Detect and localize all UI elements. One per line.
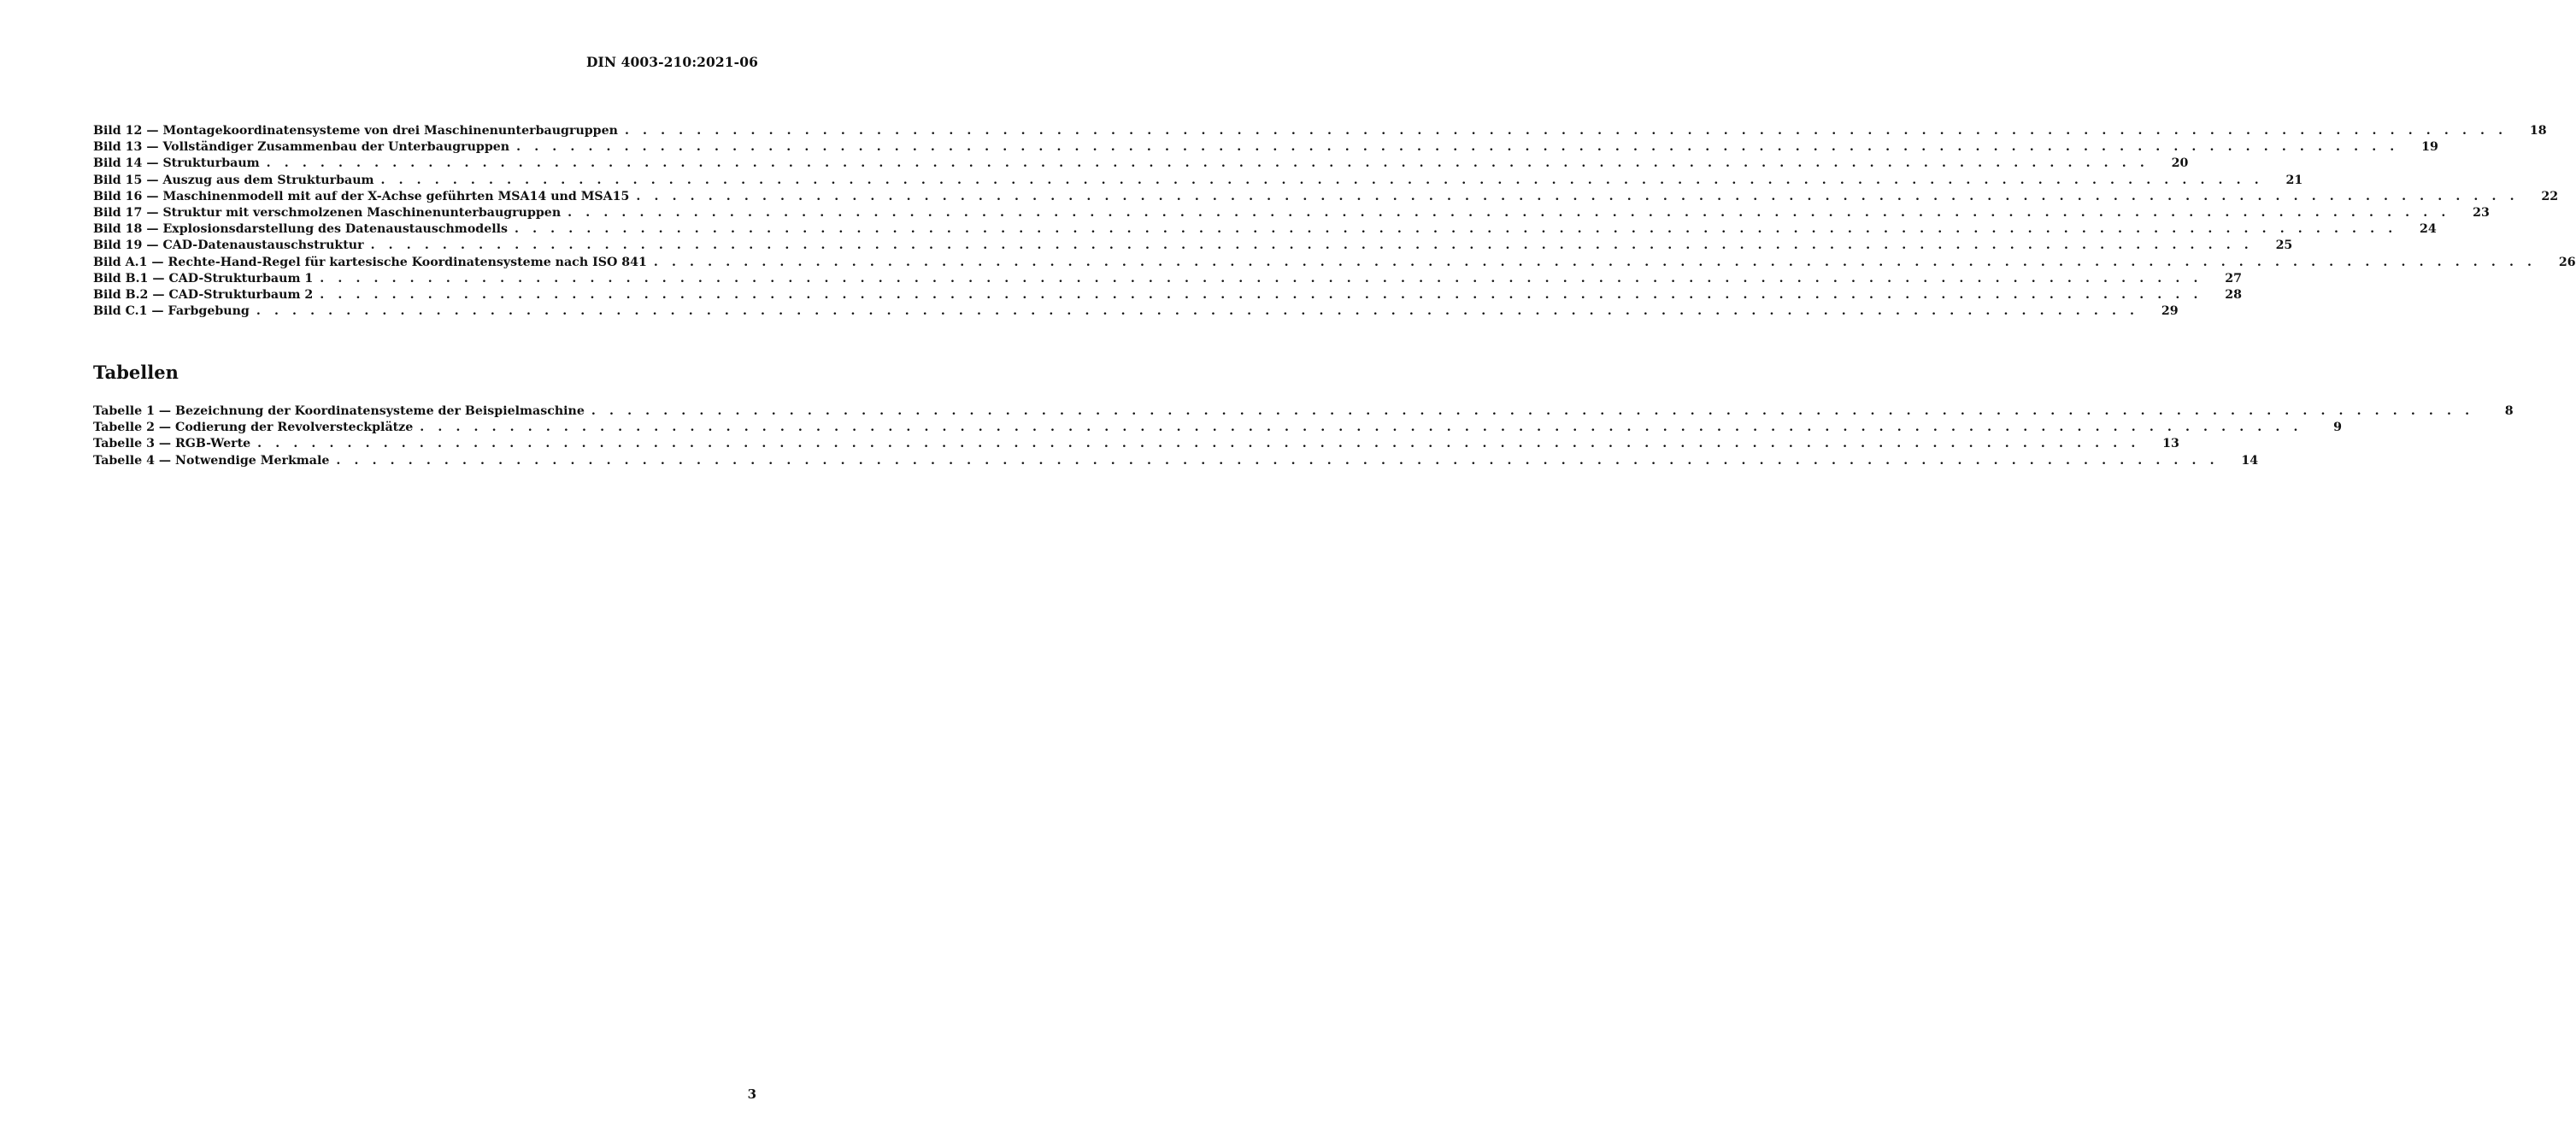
toc-entry-title: Bild B.1 — CAD-Strukturbaum 1 (93, 271, 314, 286)
toc-entry-title: Bild 14 — Strukturbaum (93, 156, 260, 171)
toc-dot-leader: . . . . . . . . . . . . . . . . . . . . . . . . . . . . . . . . . . . . . . . . . . . . . . . . . . . . . . . . . . . . . . . . . . . . . . . . . . . . . . . . . . . . . . . . . . . . . . . . . . . . . . . . . (653, 255, 2537, 269)
toc-entry-page: 8 (2504, 404, 2514, 418)
toc-entry[interactable] (93, 221, 2437, 238)
toc-entry-page: 27 (2225, 271, 2242, 286)
toc-dot-leader: . . . . . . . . . . . . . . . . . . . . . . . . . . . . . . . . . . . . . . . . . . . . . . . . . . . . . . . . . . . . . . . . . . . . . . . . . . . . . . . . . . . . . . . . . . . . . . . . . . . . . . . . . (420, 421, 2303, 435)
toc-entry-page: 9 (2333, 421, 2342, 435)
toc-dot-leader: . . . . . . . . . . . . . . . . . . . . . . . . . . . . . . . . . . . . . . . . . . . . . . . . . . . . . . . . . . . . . . . . . . . . . . . . . . . . . . . . . . . . . . . . . . . . . . . . . . . . . . . . . (515, 222, 2397, 237)
toc-dot-leader: . . . . . . . . . . . . . . . . . . . . . . . . . . . . . . . . . . . . . . . . . . . . . . . . . . . . . . . . . . . . . . . . . . . . . . . . . . . . . . . . . . . . . . . . . . . . . . . . . . . . . . . . . (591, 404, 2474, 418)
toc-entry-page: 20 (2171, 156, 2189, 171)
toc-dot-leader: . . . . . . . . . . . . . . . . . . . . . . . . . . . . . . . . . . . . . . . . . . . . . . . . . . . . . . . . . . . . . . . . . . . . . . . . . . . . . . . . . . . . . . . . . . . . . . . . . . . . . . . . . (257, 437, 2140, 451)
toc-entry-page: 24 (2419, 222, 2437, 237)
toc-entry-title: Tabelle 2 — Codierung der Revolversteckplätze (93, 421, 414, 435)
toc-dot-leader: . . . . . . . . . . . . . . . . . . . . . . . . . . . . . . . . . . . . . . . . . . . . . . . . . . . . . . . . . . . . . . . . . . . . . . . . . . . . . . . . . . . . . . . . . . . . . . . . . . . . . . . . . (320, 271, 2203, 286)
toc-entry[interactable] (93, 453, 2259, 469)
toc-dot-leader: . . . . . . . . . . . . . . . . . . . . . . . . . . . . . . . . . . . . . . . . . . . . . . . . . . . . . . . . . . . . . . . . . . . . . . . . . . . . . . . . . . . . . . . . . . . . . . . . . . . . . . . . . (568, 205, 2450, 220)
toc-entry-title: Bild 15 — Auszug aus dem Strukturbaum (93, 173, 374, 187)
tables-toc-list (93, 403, 2514, 469)
toc-entry[interactable] (93, 287, 2242, 303)
toc-entry-page: 22 (2541, 189, 2559, 203)
toc-entry-title: Bild B.2 — CAD-Strukturbaum 2 (93, 287, 314, 302)
document-id: DIN 4003-210:2021-06 (585, 54, 758, 70)
toc-entry-title: Tabelle 3 — RGB-Werte (93, 437, 251, 451)
toc-entry[interactable] (93, 205, 2490, 221)
page-number: 3 (747, 1086, 756, 1102)
toc-entry-title: Bild 12 — Montagekoordinatensysteme von drei Maschinenunterbaugruppen (93, 124, 618, 138)
toc-entry-page: 21 (2285, 173, 2303, 187)
toc-entry[interactable] (93, 123, 2547, 139)
toc-dot-leader: . . . . . . . . . . . . . . . . . . . . . . . . . . . . . . . . . . . . . . . . . . . . . . . . . . . . . . . . . . . . . . . . . . . . . . . . . . . . . . . . . . . . . . . . . . . . . . . . . . . . . . . . . (516, 140, 2399, 155)
toc-entry[interactable] (93, 436, 2179, 452)
toc-entry-page: 23 (2473, 205, 2490, 220)
toc-entry[interactable] (93, 139, 2438, 156)
toc-entry-title: Bild 19 — CAD-Datenaustauschstruktur (93, 238, 364, 253)
toc-dot-leader: . . . . . . . . . . . . . . . . . . . . . . . . . . . . . . . . . . . . . . . . . . . . . . . . . . . . . . . . . . . . . . . . . . . . . . . . . . . . . . . . . . . . . . . . . . . . . . . . . . . . . . . . . (320, 287, 2203, 302)
toc-entry-page: 14 (2241, 453, 2259, 468)
toc-dot-leader: . . . . . . . . . . . . . . . . . . . . . . . . . . . . . . . . . . . . . . . . . . . . . . . . . . . . . . . . . . . . . . . . . . . . . . . . . . . . . . . . . . . . . . . . . . . . . . . . . . . . . . . . . (380, 173, 2264, 187)
toc-entry[interactable] (93, 238, 2293, 254)
toc-entry-title: Tabelle 1 — Bezeichnung der Koordinatensysteme der Beispielmaschine (93, 404, 585, 418)
toc-entry-title: Bild A.1 — Rechte-Hand-Regel für kartesische Koordinatensysteme nach ISO 841 (93, 255, 647, 269)
toc-dot-leader: . . . . . . . . . . . . . . . . . . . . . . . . . . . . . . . . . . . . . . . . . . . . . . . . . . . . . . . . . . . . . . . . . . . . . . . . . . . . . . . . . . . . . . . . . . . . . . . . . . . . . . . . . (636, 189, 2520, 203)
toc-entry[interactable] (93, 156, 2189, 172)
toc-entry-page: 29 (2161, 304, 2179, 319)
toc-entry[interactable] (93, 189, 2559, 205)
toc-entry-title: Bild 18 — Explosionsdarstellung des Datenaustauschmodells (93, 222, 509, 237)
toc-entry-title: Tabelle 4 — Notwendige Merkmale (93, 453, 330, 468)
toc-entry-page: 25 (2275, 238, 2293, 253)
toc-entry[interactable] (93, 173, 2303, 189)
toc-dot-leader: . . . . . . . . . . . . . . . . . . . . . . . . . . . . . . . . . . . . . . . . . . . . . . . . . . . . . . . . . . . . . . . . . . . . . . . . . . . . . . . . . . . . . . . . . . . . . . . . . . . . . . . . . (624, 124, 2508, 138)
toc-entry-page: 26 (2558, 255, 2576, 269)
toc-entry-page: 19 (2421, 140, 2438, 155)
toc-dot-leader: . . . . . . . . . . . . . . . . . . . . . . . . . . . . . . . . . . . . . . . . . . . . . . . . . . . . . . . . . . . . . . . . . . . . . . . . . . . . . . . . . . . . . . . . . . . . . . . . . . . . . . . . . (266, 156, 2150, 171)
toc-entry-page: 18 (2529, 124, 2547, 138)
toc-dot-leader: . . . . . . . . . . . . . . . . . . . . . . . . . . . . . . . . . . . . . . . . . . . . . . . . . . . . . . . . . . . . . . . . . . . . . . . . . . . . . . . . . . . . . . . . . . . . . . . . . . . . . . . . . (256, 304, 2139, 319)
toc-entry-title: Bild 13 — Vollständiger Zusammenbau der Unterbaugruppen (93, 140, 510, 155)
toc-entry-title: Bild 16 — Maschinenmodell mit auf der X-Achse geführten MSA14 und MSA15 (93, 189, 630, 203)
toc-entry[interactable] (93, 303, 2179, 320)
figures-toc-list (93, 123, 2576, 320)
toc-entry[interactable] (93, 420, 2342, 436)
tables-section-heading: Tabellen (93, 362, 179, 383)
toc-entry-page: 13 (2162, 437, 2179, 451)
toc-entry-title: Bild 17 — Struktur mit verschmolzenen Maschinenunterbaugruppen (93, 205, 562, 220)
toc-dot-leader: . . . . . . . . . . . . . . . . . . . . . . . . . . . . . . . . . . . . . . . . . . . . . . . . . . . . . . . . . . . . . . . . . . . . . . . . . . . . . . . . . . . . . . . . . . . . . . . . . . . . . . . . . (336, 453, 2220, 468)
toc-entry[interactable] (93, 271, 2242, 287)
toc-entry-title: Bild C.1 — Farbgebung (93, 304, 250, 319)
toc-entry[interactable] (93, 255, 2576, 271)
toc-entry[interactable] (93, 403, 2514, 420)
toc-entry-page: 28 (2225, 287, 2242, 302)
toc-dot-leader: . . . . . . . . . . . . . . . . . . . . . . . . . . . . . . . . . . . . . . . . . . . . . . . . . . . . . . . . . . . . . . . . . . . . . . . . . . . . . . . . . . . . . . . . . . . . . . . . . . . . . . . . . (370, 238, 2254, 253)
